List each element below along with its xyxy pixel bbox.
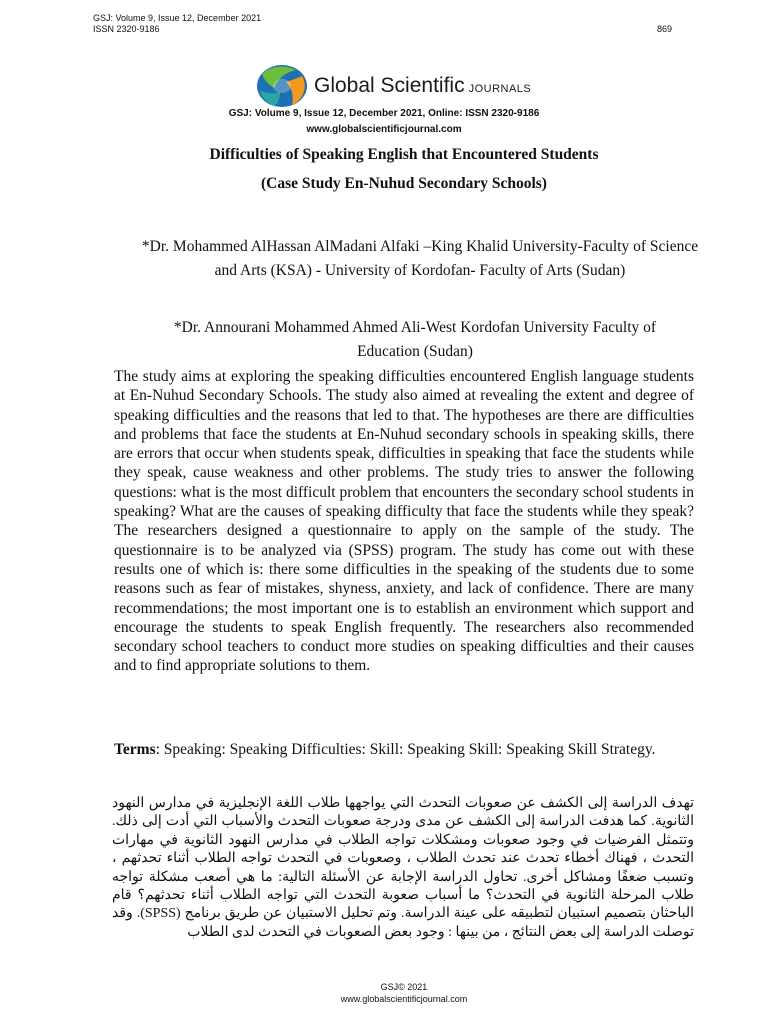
- keywords-text: : Speaking: Speaking Difficulties: Skill: Speaking Skill: Speaking Skill Strategy.: [155, 741, 656, 758]
- globe-logo-icon: [256, 64, 308, 108]
- keywords-label: Terms: [114, 741, 156, 758]
- journal-url: www.globalscientificjournal.com: [306, 124, 462, 135]
- paper-subtitle: (Case Study En-Nuhud Secondary Schools): [261, 175, 547, 192]
- page-number: 869: [656, 24, 672, 34]
- keywords: [114, 740, 694, 759]
- running-header-issn: ISSN 2320-9186: [93, 24, 160, 34]
- journal-logo: [256, 64, 531, 108]
- footer-copyright: GSJ© 2021: [380, 982, 428, 992]
- journal-info: GSJ: Volume 9, Issue 12, December 2021, Online: ISSN 2320-9186: [228, 108, 540, 119]
- arabic-abstract: تهدف الدراسة إلى الكشف عن صعوبات التحدث التي يواجهها طلاب اللغة الإنجليزية في مدارس النهود الثانوية. كما هدفت الدراسة إلى الكشف عن مدى ودرجة صعوبات التحدث والأسباب التي أدت إلى ذلك. وتتمثل الفرضيات في وجود صعوبات ومشكلات تواجه الطلاب في مدارس النهود الثانوية في مهارات التحدث ، فهناك أخطاء تحدث عند تحدث الطلاب ، وصعوبات في التحدث تواجه الطلاب أثناء تحدثهم ، وتسبب ضعفًا ومشاكل أخرى. تحاول الدراسة الإجابة عن الأسئلة التالية: ما هي أصعب مشكلة تواجه طلاب المرحلة الثانوية في التحدث؟ ما أسباب صعوبة التحدث التي تواجه الطلاب أثناء تحدثهم؟ قام الباحثان بتصميم استبيان لتطبيقه على عينة الدراسة. وتم تحليل الاستبيان عن طريق برنامج (SPSS). وقد توصلت الدراسة إلى بعض النتائج ، من بينها : وجود بعض الصعوبات في التحدث لدى الطلاب: [112, 796, 695, 940]
- logo-suffix: JOURNALS: [468, 82, 532, 95]
- paper-title: Difficulties of Speaking English that Encountered Students: [209, 146, 599, 163]
- running-header: [93, 13, 261, 35]
- running-header-volume: GSJ: Volume 9, Issue 12, December 2021: [93, 13, 262, 23]
- author-1: *Dr. Mohammed AlHassan AlMadani Alfaki –King Khalid University-Faculty of Science and Arts (KSA) - University of Kordofan- Faculty of Arts (Sudan): [141, 238, 699, 279]
- footer-url: www.globalscientificjournal.com: [340, 994, 468, 1004]
- abstract: The study aims at exploring the speaking difficulties encountered English language students at En-Nuhud Secondary Schools. The study also aimed at revealing the extent and degree of speaking difficulties and the reasons that led to that. The hypotheses are there are difficulties and problems that face the students at En-Nuhud secondary schools in speaking skills, there are errors that occur when students speak, difficulties in speaking that face the students while they speak, cause weakness and other problems. The study tries to answer the following questions: what is the most difficult problem that encounters the secondary school students in speaking? What are the causes of speaking difficulty that face the students while they speak? The researchers designed a questionnaire to apply on the sample of the study. The questionnaire is to be analyzed via (SPSS) program. The study has come out with these results one of which is: there some difficulties in the speaking of the students due to some reasons such as fear of mistakes, shyness, anxiety, and lack of confidence. There are many recommendations; the most important one is to establish an environment which support and encourage the students to speak English frequently. The researchers also recommended secondary school teachers to conduct more studies on speaking difficulties and their causes and to find appropriate solutions to them.: [114, 368, 694, 675]
- author-2: *Dr. Annourani Mohammed Ahmed Ali-West Kordofan University Faculty of Education (Sudan): [173, 319, 657, 360]
- logo-wordmark: Global Scientific: [314, 74, 465, 97]
